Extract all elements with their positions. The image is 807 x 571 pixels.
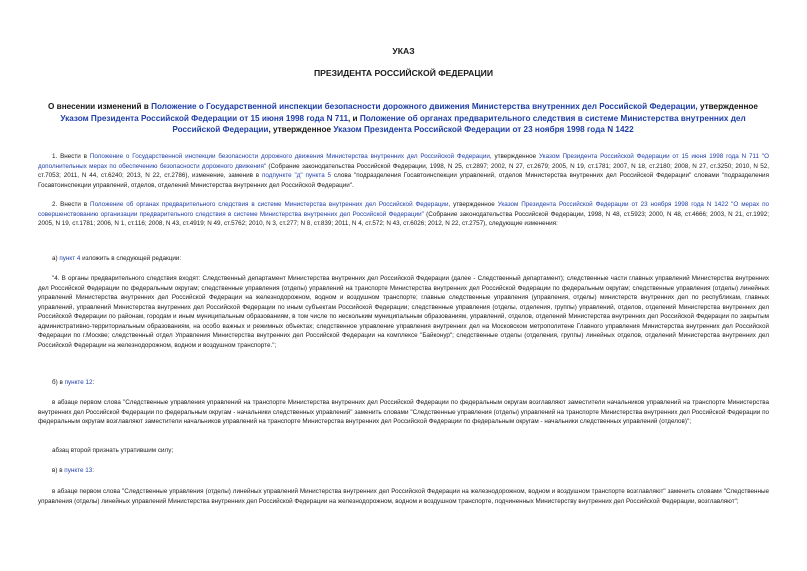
heading-link-investigation-regulation[interactable]: Положение об органах предварительного следствия в системе Министерства внутренних дел Российской Федерации	[172, 113, 746, 135]
paragraph-text: (Собрание законодательства Российской Федерации, 1998, N 25, ст.2897; 2002, N 27, ст.2679; 2005, N 19, ст.1781; 2007, N 18, ст.2180; 2008, N 27, ст.3250; 2010, N 52, ст.7053; 2011, N 44, ст.6240; 2013, N 22, ст.2786), изменение, заменив в	[38, 162, 769, 179]
heading-text: , и	[348, 113, 360, 123]
subpoint-a	[38, 254, 769, 264]
heading-link-decree-711[interactable]: Указом Президента Российской Федерации от 15 июня 1998 года N 711	[60, 113, 348, 123]
link-decree-1422[interactable]: Указом Президента Российской Федерации от 23 ноября 1998 года N 1422 "О мерах по совершенствованию организации предварительного следствия в системе Министерства внутренних дел Российской Федерации"	[38, 201, 769, 218]
link-point-12[interactable]: пункте 12	[64, 379, 93, 386]
link-point-13[interactable]: пункте 13	[64, 467, 93, 474]
paragraph-2	[38, 200, 769, 229]
link-gibdd-regulation[interactable]: Положение о Государственной инспекции безопасности дорожного движения Министерства внутренних дел Российской Федерации	[89, 153, 490, 160]
quoted-point-4: "4. В органы предварительного следствия входят: Следственный департамент Министерства внутренних дел Российской Федерации (далее - Следственный департамент); следственные части главных управлений Министерства внутренних дел Российской Федерации по федеральным округам; следственные управления (отделы) управлений на транспорте Министерства внутренних дел Российской Федерации по федеральным округам; следственные управления (отделы) линейных управлений Министерства внутренних дел Российской Федерации на железнодорожном, водном и воздушном транспорте; главные следственные управления (управления, отделы) министерств внутренних дел по республикам, главных управлений, управлений Министерства внутренних дел Российской Федерации по иным субъектам Российской Федерации; следственные управления (отделы, отделения, группы) управлений, отделов, отделений Министерства внутренних дел Российской Федерации по районам, городам и иным муниципальным образованиям, в том числе по нескольким муниципальным образованиям, управлений, отделов, отделений Министерства внутренних дел Российской Федерации по закрытым административно-территориальным образованиям, на особо важных и режимных объектах; следственное управление управления внутренних дел на Московском метрополитене Главного управления Министерства внутренних дел Российской Федерации по г.Москве; следственный отдел Управления Министерства внутренних дел Российской Федерации на комплексе "Байконур"; следственные отделы (отделения, группы) линейных отделов, отделений Министерства внутренних дел Российской Федерации на железнодорожном, водном и воздушном транспорте.";	[38, 275, 769, 349]
subpoint-v-text: в абзаце первом слова "Следственные управления (отделы) линейных управлений Министерства внутренних дел Российской Федерации на железнодорожном, водном и воздушном транспорте возглавляют" заменить словами "Следственные управления (отделы) линейных управлений Министерства внутренних дел Российской Федерации на железнодорожном, водном и воздушном транспорте, подчиненных Министерству внутренних дел Российской Федерации, возглавляют";	[38, 488, 769, 505]
paragraph-text: в) в	[52, 467, 65, 474]
link-point-4[interactable]: пункт 4	[59, 255, 81, 262]
paragraph-text: :	[92, 467, 94, 474]
paragraph-text: (Собрание законодательства Российской Федерации, 1998, N 48, ст.5923; 2000, N 48, ст.4666; 2003, N 21, ст.1992; 2005, N 19, ст.1781; 2006, N 1, ст.116; 2008, N 43, ст.4919; N 49, ст.5762; 2010, N 3, ст.277; N 8, ст.839; 2011, N 4, ст.572; N 43, ст.6026; 2012, N 22, ст.2757), следующие изменения:	[38, 210, 769, 227]
link-subpoint-d-point-5[interactable]: подпункте "д" пункта 5	[262, 172, 332, 179]
paragraph-text: , утвержденное	[489, 153, 539, 160]
subpoint-b	[38, 378, 769, 388]
paragraph-text: изложить в следующей редакции:	[80, 255, 182, 262]
paragraph-text: :	[92, 379, 95, 386]
heading-text: , утвержденное	[268, 125, 334, 135]
paragraph-text: 1. Внести в	[52, 153, 90, 160]
link-investigation-regulation[interactable]: Положение об органах предварительного следствия в системе Министерства внутренних дел Российской Федерации	[90, 201, 449, 208]
subpoint-b-text: в абзаце первом слова "Следственные управления управлений на транспорте Министерства внутренних дел Российской Федерации по федеральным округам возглавляют заместители начальников управлений на транспорте Министерства внутренних дел Российской Федерации по федеральным округам - начальники следственных управлений" заменить словами "Следственные управления (отделы) управлений на транспорте Министерства внутренних дел Российской Федерации по федеральным округам возглавляют заместители начальников управлений на транспорте Министерства внутренних дел Российской Федерации по федеральным округам - начальники следственных управлений (отделов)";	[38, 399, 769, 425]
link-decree-711[interactable]: Указом Президента Российской Федерации от 15 июня 1998 года N 711 "О дополнительных мерах по обеспечению безопасности дорожного движения"	[38, 153, 769, 170]
heading-link-decree-1422[interactable]: Указом Президента Российской Федерации от 23 ноября 1998 года N 1422	[333, 125, 634, 135]
paragraph-text: б) в	[52, 379, 65, 386]
heading-text: утвержденное	[697, 102, 758, 111]
heading-text: О внесении изменений в	[48, 102, 152, 111]
document-type-title: УКАЗ	[392, 46, 415, 56]
subpoint-b-text-2: абзац второй признать утратившим силу;	[52, 447, 174, 454]
document-issuer-title: ПРЕЗИДЕНТА РОССИЙСКОЙ ФЕДЕРАЦИИ	[313, 68, 494, 78]
paragraph-1	[38, 152, 769, 190]
heading-link-gibdd-regulation[interactable]: Положение о Государственной инспекции безопасности дорожного движения Министерства внутренних дел Российской Федерации,	[151, 102, 698, 111]
subpoint-v	[38, 466, 769, 476]
paragraph-text: слова "подразделения Госавтоинспекции управлений, отделов Министерства внутренних дел Российской Федерации" словами "подразделения Госавтоинспекции управлений, отделов, отделений Министерства внутренних дел Российской Федерации".	[38, 172, 769, 189]
paragraph-text: а)	[52, 255, 60, 262]
paragraph-text: , утвержденное	[448, 201, 498, 208]
paragraph-text: 2. Внести в	[52, 201, 91, 208]
document-heading	[38, 101, 768, 136]
